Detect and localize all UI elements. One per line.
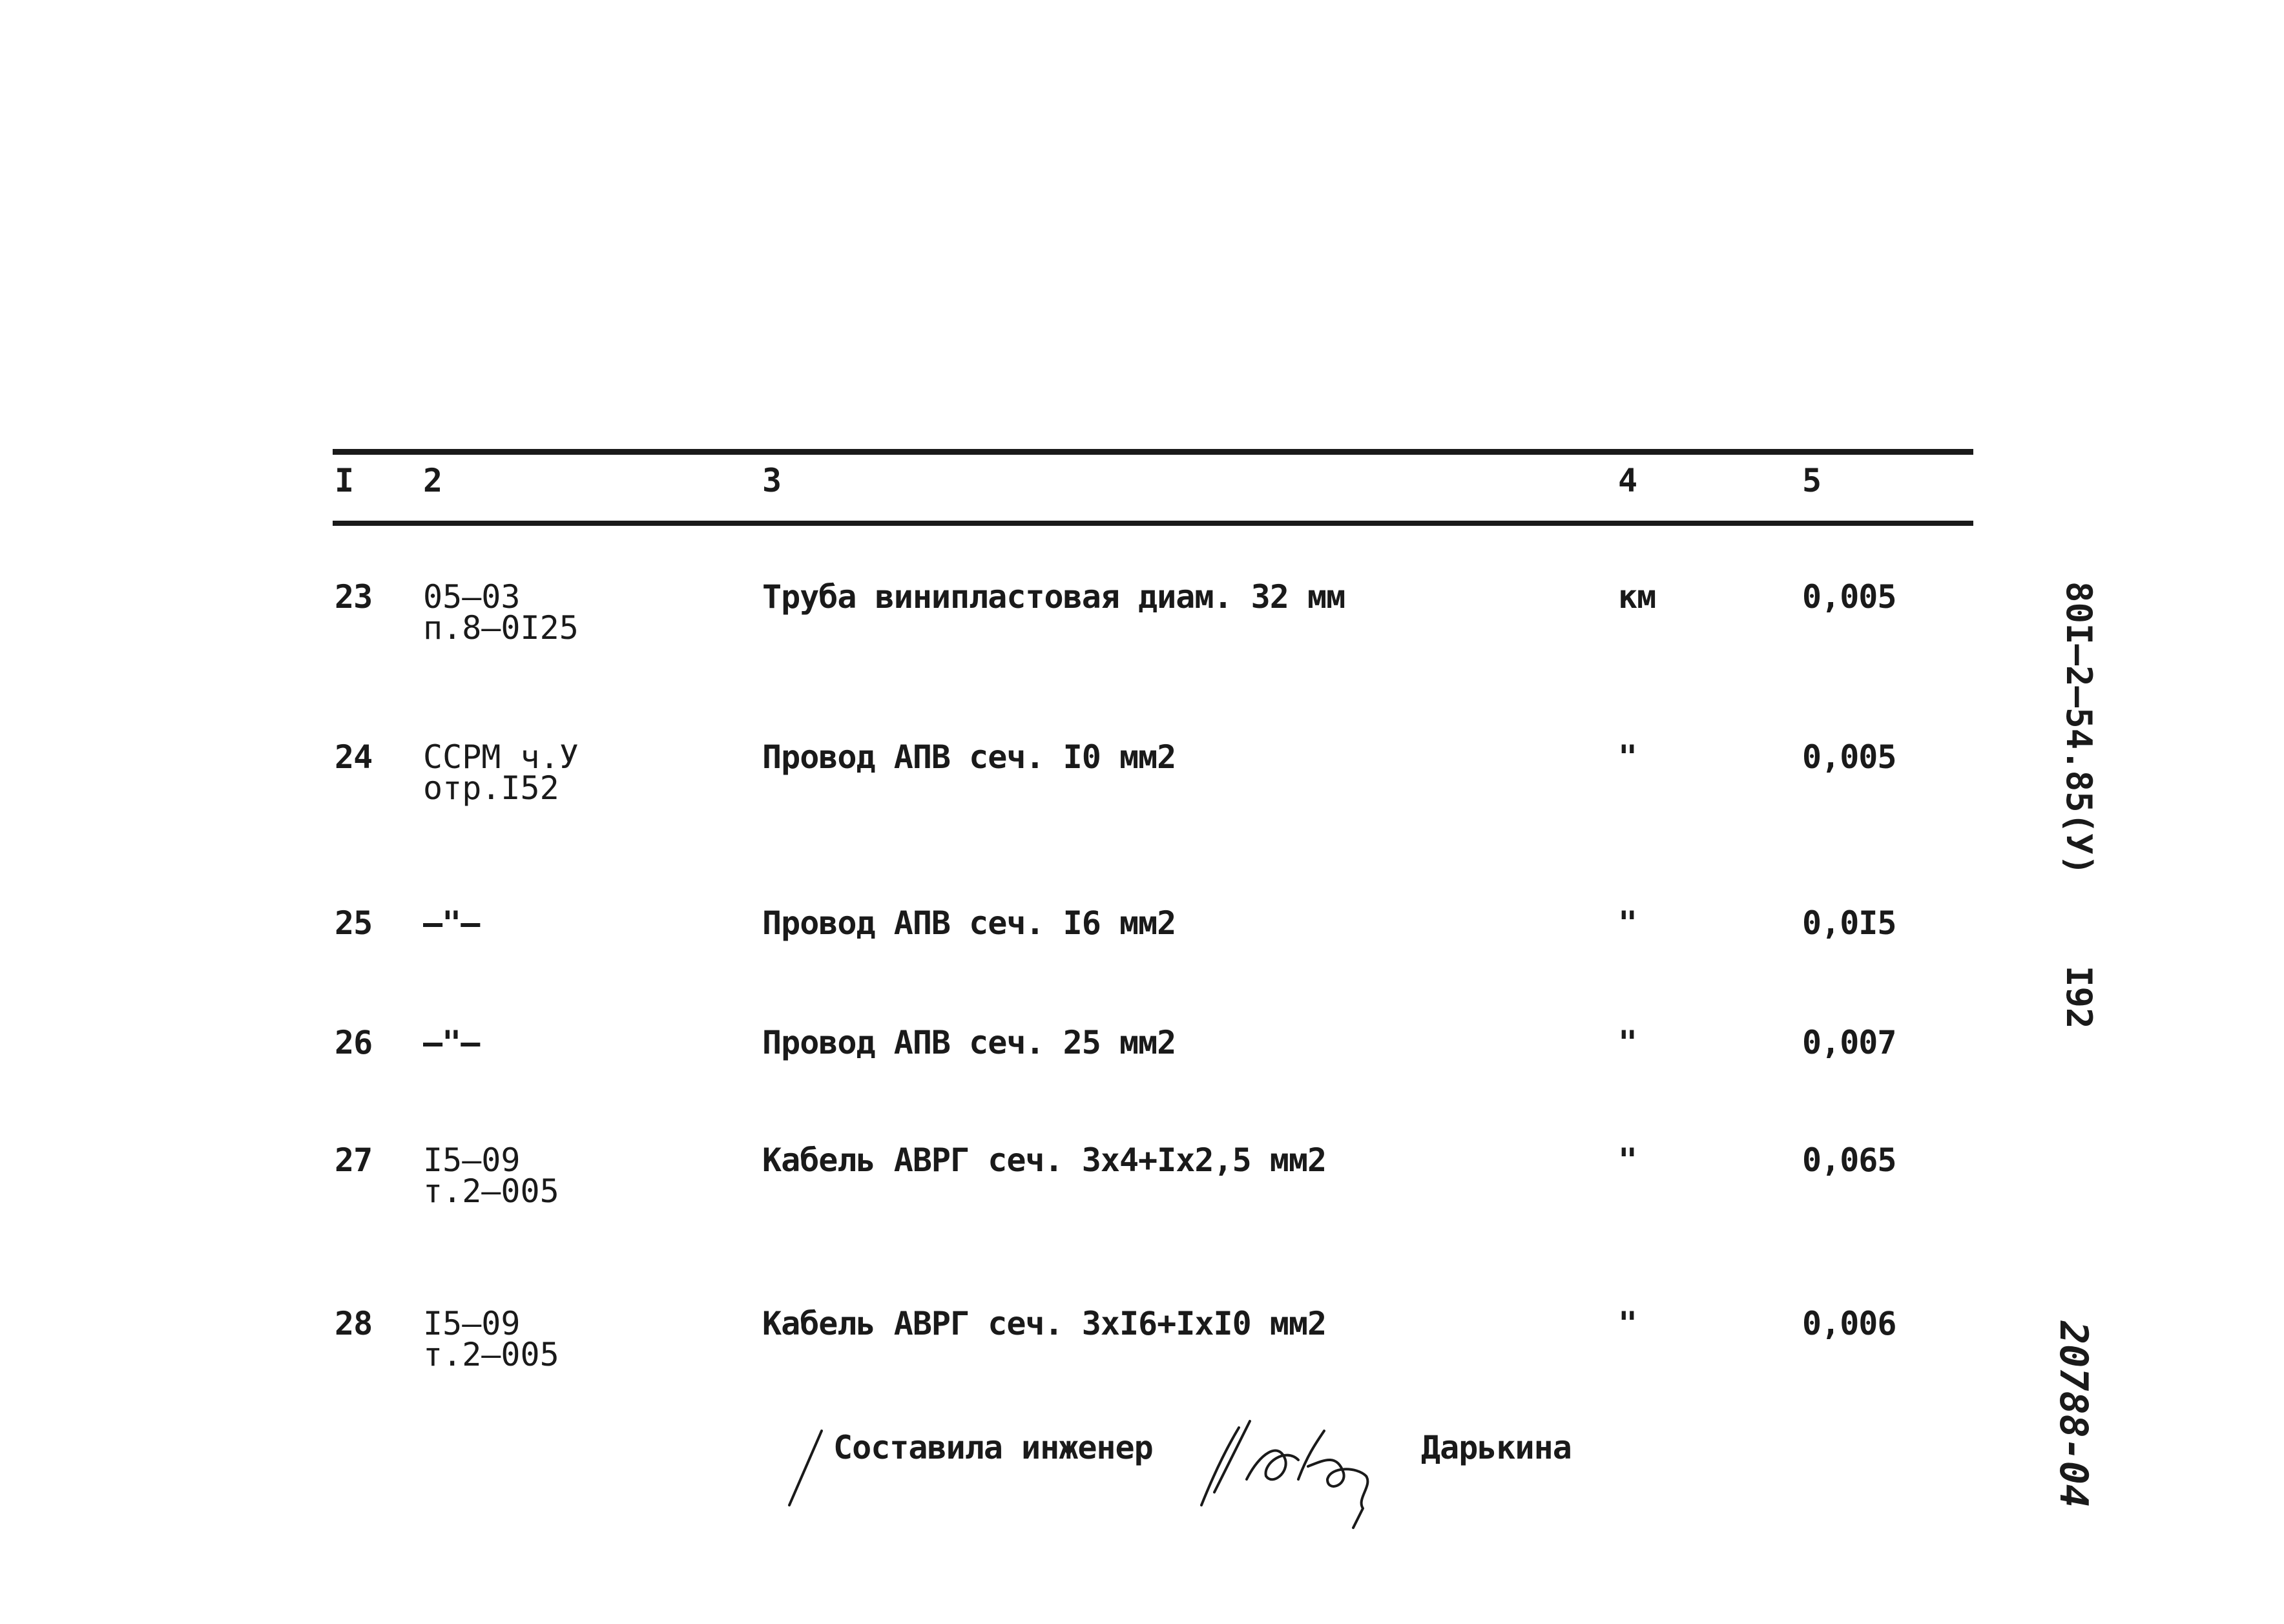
signatory-name: Дарькина <box>1421 1429 1572 1466</box>
row-quantity: 0,065 <box>1802 1141 1896 1179</box>
row-unit: " <box>1618 738 1637 776</box>
row-description: Провод АПВ сеч. I0 мм2 <box>762 738 1176 776</box>
row-code-line: т.2–005 <box>423 1336 559 1373</box>
row-code-line: 05–03 <box>423 578 521 616</box>
row-description: Труба винипластовая диам. 32 мм <box>762 578 1345 616</box>
row-code-line: т.2–005 <box>423 1172 559 1210</box>
row-unit: " <box>1618 1305 1637 1342</box>
page-number: I92 <box>2059 966 2099 1029</box>
row-code-line: ССРМ ч.У <box>423 738 579 776</box>
row-code: –"– <box>423 1024 480 1061</box>
row-code <box>423 1305 559 1373</box>
header-col-2: 2 <box>423 462 442 499</box>
row-unit: " <box>1618 1024 1637 1061</box>
row-number: 27 <box>335 1141 373 1179</box>
row-code-line: I5–09 <box>423 1141 521 1179</box>
header-col-1: I <box>335 462 354 499</box>
row-number: 23 <box>335 578 373 616</box>
row-number: 26 <box>335 1024 373 1061</box>
table-top-rule <box>333 449 1973 455</box>
row-description: Кабель АВРГ сеч. 3хI6+IхI0 мм2 <box>762 1305 1327 1342</box>
row-description: Провод АПВ сеч. 25 мм2 <box>762 1024 1176 1061</box>
row-number: 28 <box>335 1305 373 1342</box>
row-quantity: 0,0I5 <box>1802 904 1896 942</box>
row-code: –"– <box>423 904 480 942</box>
row-code-line: п.8–0I25 <box>423 609 579 647</box>
row-unit: " <box>1618 904 1637 942</box>
row-quantity: 0,007 <box>1802 1024 1896 1061</box>
row-code <box>423 578 579 647</box>
row-code-line: отр.I52 <box>423 769 559 807</box>
archive-number: 20788-04 <box>2051 1321 2096 1508</box>
signature-label: Составила инженер <box>833 1429 1153 1466</box>
row-code <box>423 738 579 807</box>
row-quantity: 0,005 <box>1802 578 1896 616</box>
row-quantity: 0,005 <box>1802 738 1896 776</box>
row-unit: км <box>1618 578 1656 616</box>
slash-mark <box>782 1428 833 1512</box>
row-number: 25 <box>335 904 373 942</box>
table-header-rule <box>333 521 1973 526</box>
row-code <box>423 1141 559 1210</box>
row-code-line: I5–09 <box>423 1305 521 1342</box>
row-description: Провод АПВ сеч. I6 мм2 <box>762 904 1176 942</box>
row-unit: " <box>1618 1141 1637 1179</box>
header-col-4: 4 <box>1618 462 1637 499</box>
row-quantity: 0,006 <box>1802 1305 1896 1342</box>
row-number: 24 <box>335 738 373 776</box>
signature-block <box>782 1428 1621 1518</box>
header-col-3: 3 <box>762 462 782 499</box>
header-col-5: 5 <box>1802 462 1822 499</box>
document-code: 80I–2–54.85(У) <box>2059 581 2099 876</box>
handwritten-signature <box>1189 1402 1395 1531</box>
row-description: Кабель АВРГ сеч. 3х4+Iх2,5 мм2 <box>762 1141 1327 1179</box>
